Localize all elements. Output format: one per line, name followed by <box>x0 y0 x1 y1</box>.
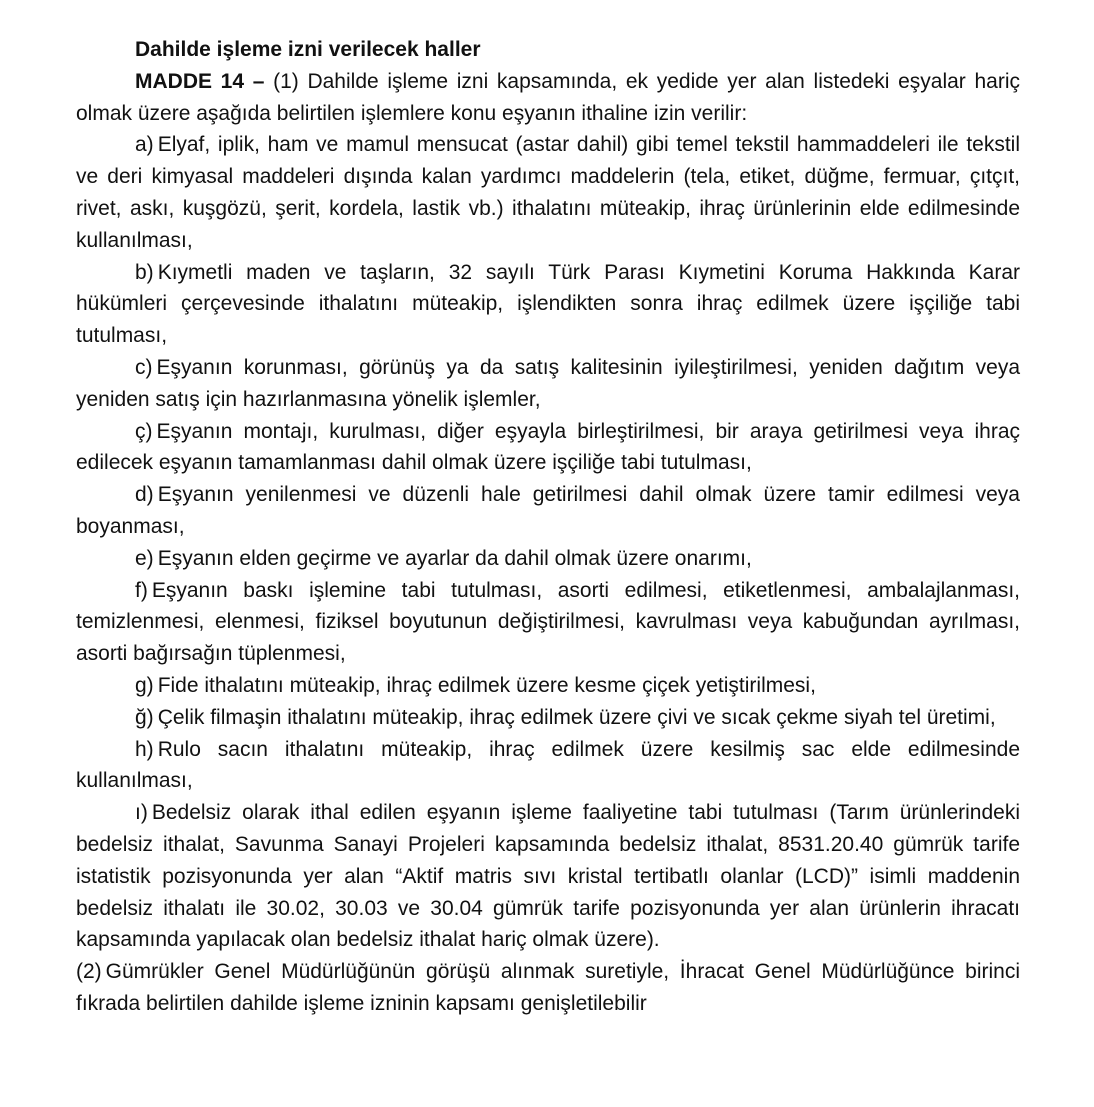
list-item-label: e) <box>135 546 154 570</box>
list-item-label: f) <box>135 578 148 602</box>
list-item-label: ğ) <box>135 705 154 729</box>
list-item-text: Eşyanın korunması, görünüş ya da satış kalitesinin iyileştirilmesi, yeniden dağıtım veya yeniden satış için hazırlanmasına yönelik işlemler, <box>76 355 1020 411</box>
list-item-label: g) <box>135 673 154 697</box>
article-number: MADDE 14 – <box>135 69 265 93</box>
list-item-text: Eşyanın montajı, kurulması, diğer eşyayla birleştirilmesi, bir araya getirilmesi veya ihraç edilecek eşyanın tamamlanması dahil olmak üzere işçiliğe tabi tutulması, <box>76 419 1020 475</box>
list-item-g <box>76 670 1020 702</box>
list-item-e <box>76 543 1020 575</box>
paragraph-2-text: Gümrükler Genel Müdürlüğünün görüşü alınmak suretiyle, İhracat Genel Müdürlüğünce birinci fıkrada belirtilen dahilde işleme izninin kapsamı genişletilebilir <box>76 960 1020 1015</box>
list-item-label: b) <box>135 260 154 284</box>
list-item-label: ı) <box>135 801 148 825</box>
list-item-text: Eşyanın yenilenmesi ve düzenli hale getirilmesi dahil olmak üzere tamir edilmesi veya boyanması, <box>76 483 1020 538</box>
list-item-text: Eşyanın baskı işlemine tabi tutulması, asorti edilmesi, etiketlenmesi, ambalajlanması, temizlenmesi, elenmesi, fiziksel boyutunun değiştirilmesi, kavrulması veya kabuğundan ayrılması, asorti bağırsağın tüplenmesi, <box>76 578 1020 666</box>
paragraph-number: (2) <box>76 960 102 984</box>
list-item-c <box>76 352 1020 416</box>
list-item-c-cedilla <box>76 416 1020 480</box>
list-item-label: h) <box>135 737 154 761</box>
list-item-g-breve <box>76 702 1020 734</box>
list-item-text: Bedelsiz olarak ithal edilen eşyanın işleme faaliyetine tabi tutulması (Tarım ürünlerindeki bedelsiz ithalat, Savunma Sanayi Projeleri kapsamında bedelsiz ithalat, 8531.20.40 gümrük tarife istatistik pozisyonunda yer alan “Aktif matris sıvı kristal tertibatlı olanlar (LCD)” isimli maddenin bedelsiz ithalatı ile 30.02, 30.03 ve 30.04 gümrük tarife pozisyonunda yer alan ürünlerin ihracatı kapsamında yapılacak olan bedelsiz ithalat hariç olmak üzere). <box>76 801 1020 952</box>
list-item-text: Eşyanın elden geçirme ve ayarlar da dahil olmak üzere onarımı, <box>157 546 752 570</box>
list-item-label: d) <box>135 483 154 507</box>
list-item-text: Çelik filmaşin ithalatını müteakip, ihraç edilmek üzere çivi ve sıcak çekme siyah tel üretimi, <box>157 705 996 729</box>
list-item-label: a) <box>135 133 154 157</box>
article-intro-text: (1) Dahilde işleme izni kapsamında, ek yedide yer alan listedeki eşyalar hariç olmak üzere aşağıda belirtilen işlemlere konu eşyanın ithaline izin verilir: <box>76 69 1021 125</box>
list-item-text: Elyaf, iplik, ham ve mamul mensucat (astar dahil) gibi temel tekstil hammaddeleri ile tekstil ve deri kimyasal maddeleri dışında kalan yardımcı maddelerin (tela, etiket, düğme, fermuar, çıtçıt, rivet, askı, kuşgözü, şerit, kordela, lastik vb.) ithalatını müteakip, ihraç ürünlerinin elde edilmesinde kullanılması, <box>76 133 1020 252</box>
document-page <box>76 34 1020 1020</box>
list-item-h <box>76 734 1020 798</box>
list-item-text: Fide ithalatını müteakip, ihraç edilmek üzere kesme çiçek yetiştirilmesi, <box>157 673 816 697</box>
list-item-a <box>76 129 1020 256</box>
paragraph-2 <box>76 956 1020 1020</box>
list-item-label: ç) <box>135 419 153 443</box>
list-item-text: Rulo sacın ithalatını müteakip, ihraç edilmek üzere kesilmiş sac elde edilmesinde kullanılması, <box>76 737 1020 793</box>
list-item-label: c) <box>135 355 153 379</box>
list-item-dotless-i <box>76 797 1020 956</box>
article-heading: Dahilde işleme izni verilecek haller <box>135 38 481 61</box>
list-item-text: Kıymetli maden ve taşların, 32 sayılı Türk Parası Kıymetini Koruma Hakkında Karar hükümleri çerçevesinde ithalatını müteakip, işlendikten sonra ihraç edilmek üzere işçiliğe tabi tutulması, <box>76 260 1020 348</box>
article-intro <box>76 66 1020 130</box>
list-item-b <box>76 257 1020 352</box>
list-item-f <box>76 575 1020 670</box>
list-item-d <box>76 479 1020 543</box>
